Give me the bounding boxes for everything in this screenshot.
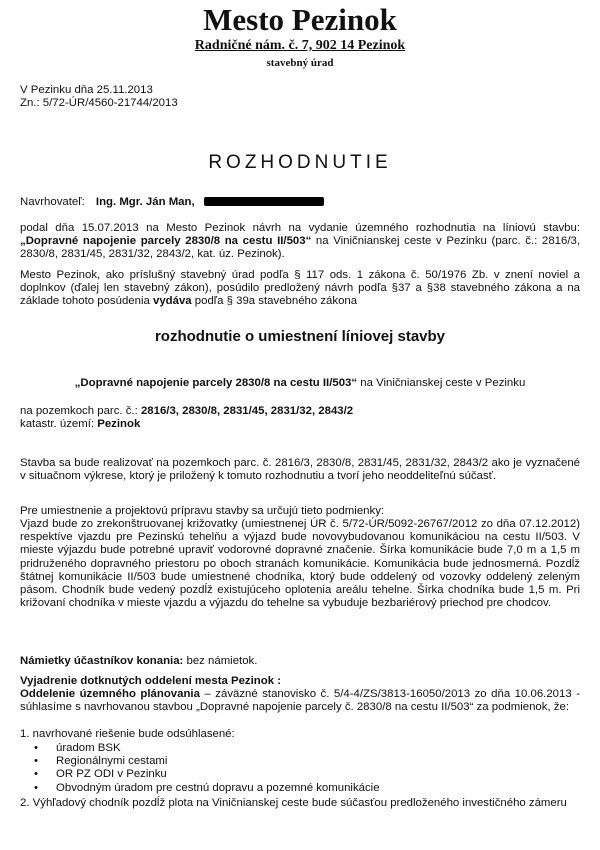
intro-project-name: „Dopravné napojenie parcely 2830/8 na cestu II/503“ <box>20 235 312 248</box>
parcels-line <box>20 405 580 418</box>
objections-line <box>20 655 580 668</box>
parcels-value: 2816/3, 2830/8, 2831/45, 2831/32, 2843/2 <box>140 405 354 417</box>
list-item: • Obvodným úradom pre cestnú dopravu a pozemné komunikácie <box>20 782 580 795</box>
list-item: • OR PZ ODI v Pezinku <box>20 768 580 781</box>
applicant-line <box>20 196 580 209</box>
project-location: na Viničnianskej ceste v Pezinku <box>357 377 526 389</box>
opinions-heading <box>20 675 580 688</box>
cadastre-value: Pezinok <box>97 418 141 430</box>
objections-value: bez námietok. <box>183 655 258 667</box>
objections-label: Námietky účastníkov konania: <box>20 655 184 667</box>
authority-paragraph <box>20 269 580 309</box>
approval-list <box>20 742 580 795</box>
authority-text: Mesto Pezinok, ako príslušný stavebný úrad podľa § 117 ods. 1 zákona č. 50/1976 Zb. v znení noviel a doplnkov (ďalej len stavebný zákon), posúdilo predložený návrh podľa §37 a §38 stavebného zákona a na základe tohoto posúdenia <box>20 269 580 308</box>
redaction-bar <box>204 197 324 206</box>
conditions-paragraph: Vjazd bude zo zrekonštruovanej križovatky (umiestnenej ÚR č. 5/72-ÚR/5092-26767/2012 zo dňa 07.12.2012) respektíve vjazdu pre Pezinskú tehelňu a výjazd bude novovybudovanou komunikáciou na cestu II/503. V mieste výjazdu bude potrebné upraviť vodorovné dopravné značenie. Šírka komunikácie bude 7,0 m a 1,5 m pridruženého dopravného priestoru po oboch stranách komunikácie. Komunikácia bude jednosmerná. Pozdĺž štátnej komunikácie II/503 bude umiestnené chodníka, ktorý bude oddelený od vozovky oddelený zeleným pásom. Chodník bude vedený pozdĺž existujúceho oplotenia areálu tehelne. Šírka chodníka bude 1,5 m. Pri križovaní chodníka v mieste vjazdu a výjazdu do tehelne sa vybuduje bezbariérový priechod pre chodcov. <box>20 518 580 610</box>
decision-heading: ROZHODNUTIE <box>208 152 392 173</box>
conditions-lead: Pre umiestnenie a projektovú prípravu stavby sa určujú tieto podmienky: <box>20 505 385 517</box>
list-item: • úradom BSK <box>20 742 580 755</box>
issues-word: vydáva <box>153 295 192 308</box>
intro-paragraph <box>20 222 580 262</box>
intro-text-end: na Viničnianskej ceste v Pezinku (parc. č.: 2816/3, 2830/8, 2831/45, 2831/32, 2843/2, kat. úz. Pezinok). <box>20 235 580 261</box>
list-item: • Regionálnymi cestami <box>20 755 580 768</box>
cadastre-label: katastr. území: <box>20 418 98 430</box>
department-label: Oddelenie územného plánovania <box>20 688 200 700</box>
department-paragraph <box>20 688 580 714</box>
office-name: stavebný úrad <box>266 57 334 69</box>
city-address: Radničné nám. č. 7, 902 14 Pezinok <box>194 38 406 53</box>
parcels-label: na pozemkoch parc. č.: <box>20 405 141 417</box>
department-text: – záväzné stanovisko č. 5/4-4/ZS/3813-16050/2013 zo dňa 10.06.2013 - súhlasíme s navrhovanou stavbou „Dopravné napojenie parcely č. 2830/8 na cestu II/503“ za podmienok, že: <box>20 688 580 714</box>
opinions-heading-text: Vyjadrenie dotknutých oddelení mesta Pezinok : <box>20 675 281 687</box>
condition-2: 2. Výhľadový chodník pozdĺž plota na Viničnianskej ceste bude súčasťou predloženého investičného zámeru <box>20 797 567 809</box>
condition-1: 1. navrhované riešenie bude odsúhlasené: <box>20 728 235 740</box>
applicant-label: Navrhovateľ: <box>20 196 85 208</box>
placement-decision-heading: rozhodnutie o umiestnení líniovej stavby <box>154 328 446 345</box>
cadastre-line <box>20 418 580 431</box>
reference-number: Zn.: 5/72-ÚR/4560-21744/2013 <box>20 97 178 109</box>
place-date: V Pezinku dňa 25.11.2013 <box>20 84 153 96</box>
authority-text-end: podľa § 39a stavebného zákona <box>191 295 358 308</box>
realization-paragraph: Stavba sa bude realizovať na pozemkoch parc. č. 2816/3, 2830/8, 2831/45, 2831/32, 2843/2 ako je vyznačené v situačnom výkrese, ktorý je priložený k tomuto rozhodnutiu a tvorí jeho neoddeliteľnú súčasť. <box>20 457 580 483</box>
applicant-name: Ing. Mgr. Ján Man, <box>95 196 195 208</box>
project-name: „Dopravné napojenie parcely 2830/8 na cestu II/503“ <box>74 377 358 389</box>
intro-text: podal dňa 15.07.2013 na Mesto Pezinok návrh na vydanie územného rozhodnutia na líniovú stavbu: <box>20 222 580 234</box>
city-title: Mesto Pezinok <box>203 2 397 37</box>
project-line <box>0 377 600 390</box>
